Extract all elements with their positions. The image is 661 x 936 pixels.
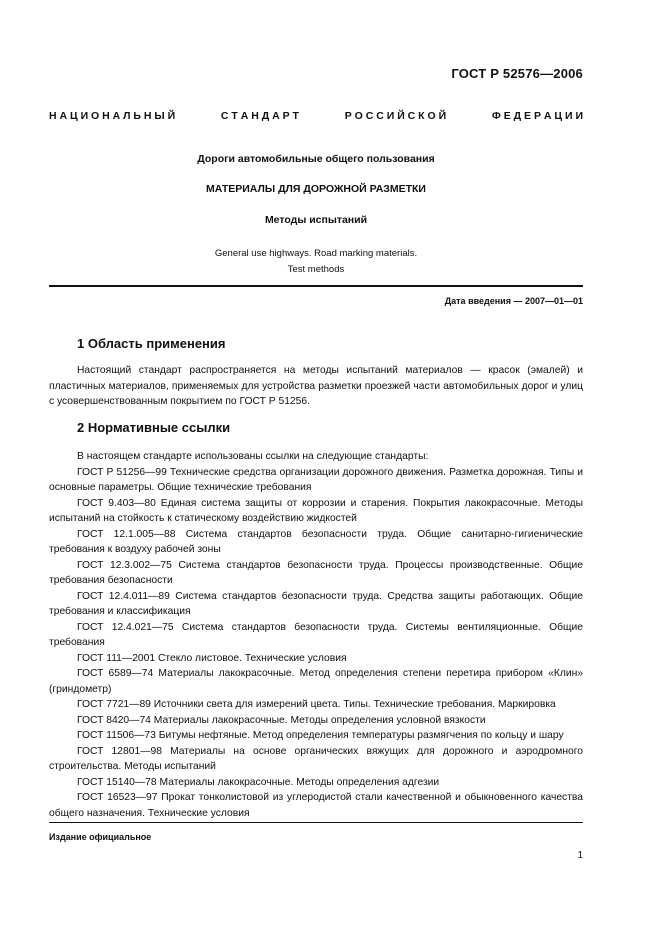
document-code: ГОСТ Р 52576—2006 bbox=[451, 66, 583, 81]
reference-item: ГОСТ 11506—73 Битумы нефтяные. Метод определения температуры размягчения по кольцу и шару bbox=[77, 730, 564, 741]
document-title: МАТЕРИАЛЫ ДЛЯ ДОРОЖНОЙ РАЗМЕТКИ bbox=[206, 183, 426, 195]
reference-item: В настоящем стандарте использованы ссылки на следующие стандарты: bbox=[77, 451, 429, 462]
reference-item: ГОСТ 6589—74 Материалы лакокрасочные. Метод определения степени перетира прибором «Клин» (гриндометр) bbox=[49, 668, 583, 695]
english-title-line: General use highways. Road marking materials. bbox=[214, 248, 418, 259]
section-1-heading: 1 Область применения bbox=[77, 336, 226, 351]
top-divider bbox=[49, 285, 583, 287]
reference-item: ГОСТ 12801—98 Материалы на основе органических вяжущих для дорожного и аэродромного строительства. Методы испытаний bbox=[49, 745, 583, 772]
reference-item: ГОСТ 12.3.002—75 Система стандартов безопасности труда. Процессы производственные. Общие требования безопасности bbox=[49, 559, 583, 586]
intro-date: Дата введения — 2007—01—01 bbox=[444, 296, 583, 306]
reference-item: ГОСТ 7721—89 Источники света для измерений цвета. Типы. Технические требования. Маркировка bbox=[77, 699, 556, 710]
document-methods-title: Методы испытаний bbox=[264, 214, 368, 226]
banner-word: Н А Ц И О Н А Л Ь Н Ы Й bbox=[49, 110, 176, 122]
english-title bbox=[49, 246, 583, 278]
reference-item: ГОСТ 9.403—80 Единая система защиты от коррозии и старения. Покрытия лакокрасочные. Методы испытаний на стойкость к статическому воздействию жидкостей bbox=[49, 497, 583, 524]
english-title-line: Test methods bbox=[287, 264, 345, 275]
banner-word: Р О С С И Й С К О Й bbox=[344, 110, 447, 122]
bottom-divider bbox=[49, 822, 583, 823]
national-standard-banner bbox=[49, 110, 583, 122]
reference-item: ГОСТ 12.4.021—75 Система стандартов безопасности труда. Системы вентиляционные. Общие требования bbox=[49, 621, 583, 648]
reference-item: ГОСТ 15140—78 Материалы лакокрасочные. Методы определения адгезии bbox=[77, 776, 440, 788]
page-number: 1 bbox=[577, 850, 583, 861]
official-edition-label: Издание официальное bbox=[49, 832, 152, 842]
document-subtitle: Дороги автомобильные общего пользования bbox=[197, 153, 435, 165]
reference-item: ГОСТ Р 51256—99 Технические средства организации дорожного движения. Разметка дорожная. Типы и основные параметры. Общие технические требования bbox=[49, 466, 583, 493]
section-2-heading: 2 Нормативные ссылки bbox=[77, 420, 231, 435]
banner-word: Ф Е Д Е Р А Ц И И bbox=[491, 110, 583, 122]
reference-item: ГОСТ 111—2001 Стекло листовое. Технические условия bbox=[77, 652, 347, 664]
section-1-text: Настоящий стандарт распространяется на методы испытаний материалов — красок (эмалей) и пластичных материалов, применяемых для устройства разметки проезжей части автомобильных дорог и улиц с усовершенствованным покрытием по ГОСТ Р 51256. bbox=[49, 365, 583, 407]
reference-item: ГОСТ 12.1.005—88 Система стандартов безопасности труда. Общие санитарно-гигиенические требования к воздуху рабочей зоны bbox=[49, 528, 583, 555]
normative-references-list bbox=[49, 449, 583, 821]
reference-item: ГОСТ 8420—74 Материалы лакокрасочные. Методы определения условной вязкости bbox=[77, 714, 486, 726]
reference-item: ГОСТ 16523—97 Прокат тонколистовой из углеродистой стали качественной и обыкновенного качества общего назначения. Технические условия bbox=[49, 792, 583, 819]
reference-item: ГОСТ 12.4.011—89 Система стандартов безопасности труда. Средства защиты работающих. Общие требования и классификация bbox=[49, 590, 583, 617]
banner-word: С Т А Н Д А Р Т bbox=[220, 110, 299, 122]
